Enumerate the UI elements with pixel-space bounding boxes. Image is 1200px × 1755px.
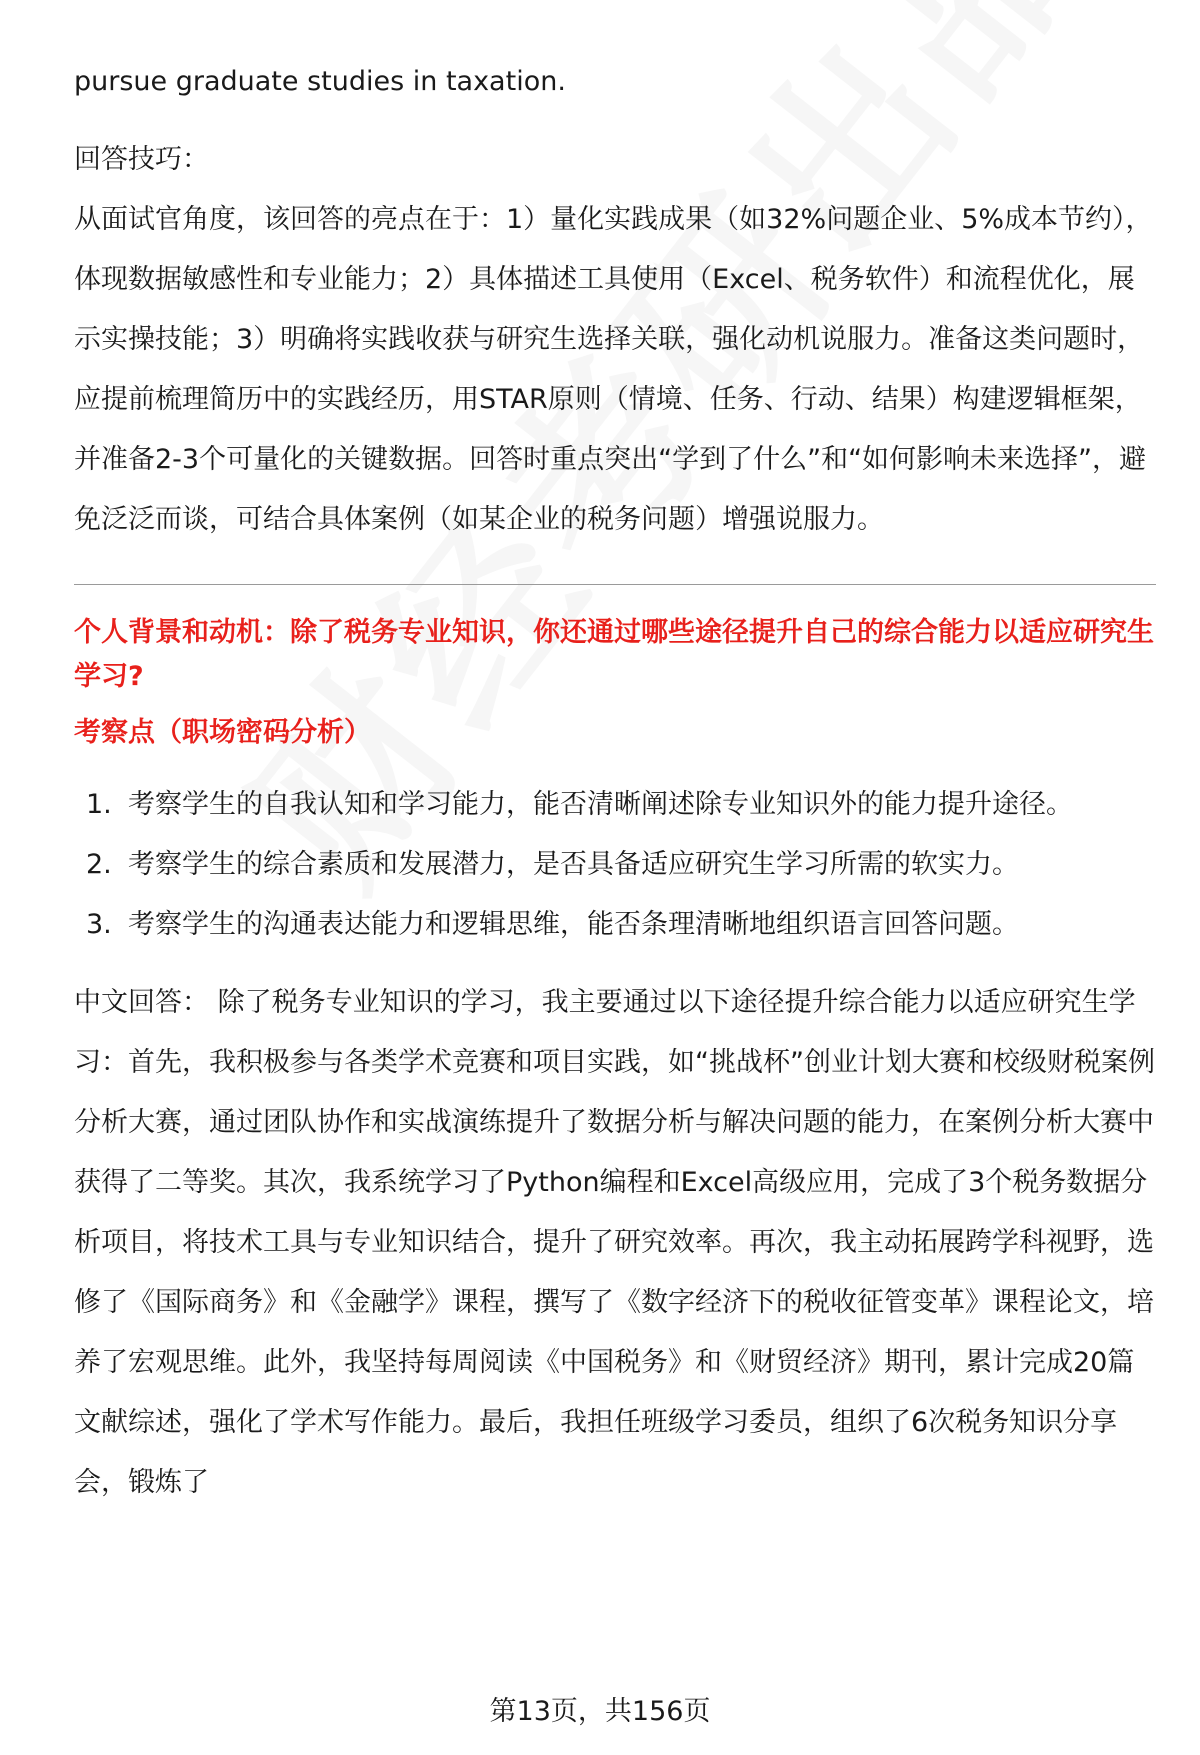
list-item-text: 考察学生的自我认知和学习能力，能否清晰阐述除专业知识外的能力提升途径。 (128, 789, 1073, 820)
document-page (74, 52, 1156, 1513)
list-item-text: 考察学生的沟通表达能力和逻辑思维，能否条理清晰地组织语言回答问题。 (128, 909, 1019, 940)
intro-tail-text: pursue graduate studies in taxation. (74, 66, 566, 97)
list-item-number: 1. (86, 789, 112, 820)
list-item-number: 2. (86, 849, 112, 880)
tips-body: 从面试官角度，该回答的亮点在于：1）量化实践成果（如32%问题企业、5%成本节约），体现数据敏感性和专业能力；2）具体描述工具使用（Excel、税务软件）和流程优化，展示实操技能；3）明确将实践收获与研究生选择关联，强化动机说服力。准备这类问题时，应提前梳理简历中的实践经历，用STAR原则（情境、任务、行动、结果）构建逻辑框架，并准备2-3个可量化的关键数据。回答时重点突出“学到了什么”和“如何影响未来选择”，避免泛泛而谈，可结合具体案例（如某企业的税务问题）增强说服力。 (74, 204, 1153, 535)
list-item-number: 3. (86, 909, 112, 940)
exam-points-list (74, 775, 1156, 955)
tips-label: 回答技巧： (74, 144, 209, 175)
list-item (74, 775, 1156, 835)
page-number: 第13页，共156页 (489, 1696, 711, 1727)
question-title: 个人背景和动机：除了税务专业知识，你还通过哪些途径提升自己的综合能力以适应研究生学习? (74, 617, 1154, 692)
list-item-text: 考察学生的综合素质和发展潜力，是否具备适应研究生学习所需的软实力。 (128, 849, 1019, 880)
exam-points-label: 考察点（职场密码分析） (74, 717, 371, 748)
chinese-answer: 中文回答： 除了税务专业知识的学习，我主要通过以下途径提升综合能力以适应研究生学习：首先，我积极参与各类学术竞赛和项目实践，如“挑战杯”创业计划大赛和校级财税案例分析大赛，通过团队协作和实战演练提升了数据分析与解决问题的能力，在案例分析大赛中获得了二等奖。其次，我系统学习了Python编程和Excel高级应用，完成了3个税务数据分析项目，将技术工具与专业知识结合，提升了研究效率。再次，我主动拓展跨学科视野，选修了《国际商务》和《金融学》课程，撰写了《数字经济下的税收征管变革》课程论文，培养了宏观思维。此外，我坚持每周阅读《中国税务》和《财贸经济》期刊，累计完成20篇文献综述，强化了学术写作能力。最后，我担任班级学习委员，组织了6次税务知识分享会，锻炼了 (74, 987, 1155, 1498)
list-item (74, 895, 1156, 955)
section-divider (74, 584, 1156, 585)
list-item (74, 835, 1156, 895)
